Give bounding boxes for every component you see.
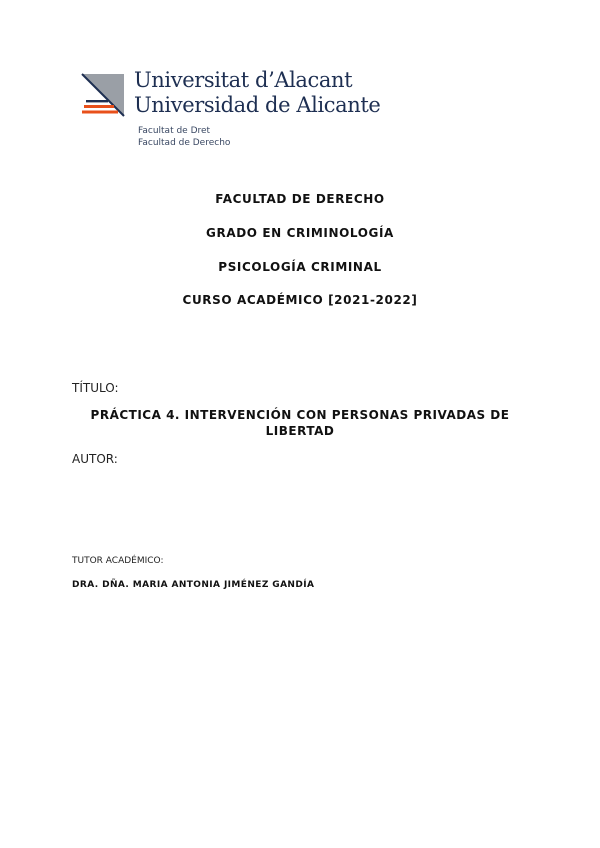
university-name-spanish: Universidad de Alicante xyxy=(134,93,381,117)
university-name-valencian: Universitat d’Alacant xyxy=(134,68,353,92)
university-emblem-icon xyxy=(80,72,126,118)
academic-year-heading: CURSO ACADÉMICO [2021-2022] xyxy=(182,293,418,307)
faculty-name-valencian: Facultat de Dret xyxy=(138,126,211,136)
degree-heading: GRADO EN CRIMINOLOGÍA xyxy=(206,226,394,240)
faculty-name-spanish: Facultad de Derecho xyxy=(138,138,231,148)
author-label: AUTOR: xyxy=(72,452,118,466)
document-title: PRÁCTICA 4. INTERVENCIÓN CON PERSONAS PRIVADAS DE LIBERTAD xyxy=(90,408,510,438)
title-label: TÍTULO: xyxy=(72,381,119,395)
university-logo xyxy=(80,68,381,160)
tutor-label: TUTOR ACADÉMICO: xyxy=(72,556,164,566)
tutor-name: DRA. DÑA. MARIA ANTONIA JIMÉNEZ GANDÍA xyxy=(72,580,315,590)
faculty-heading: FACULTAD DE DERECHO xyxy=(215,192,385,206)
subject-heading: PSICOLOGÍA CRIMINAL xyxy=(218,260,382,274)
